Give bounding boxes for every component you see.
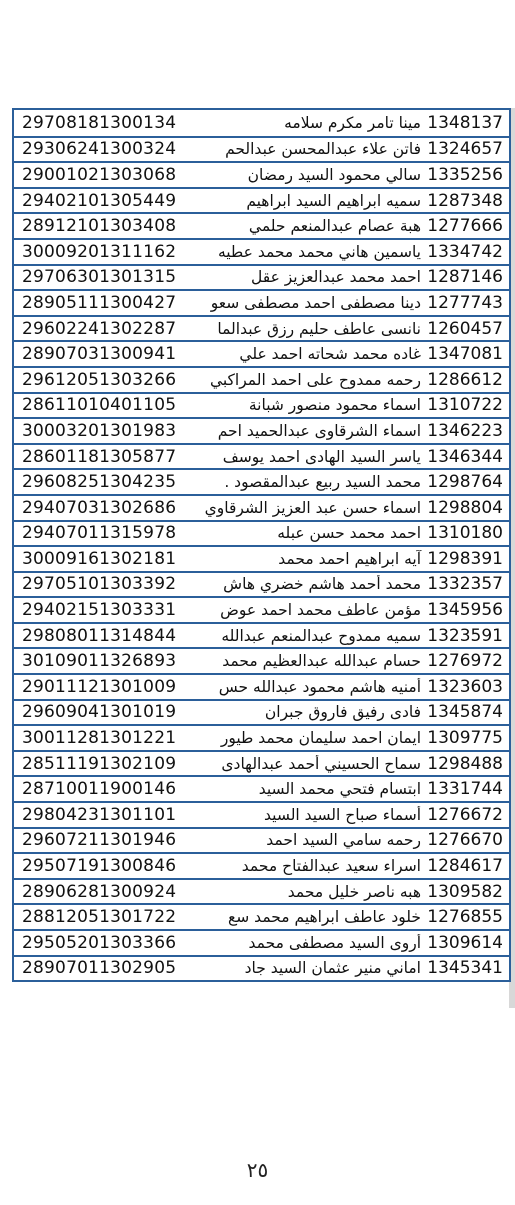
table-row — [14, 852, 509, 878]
table-row — [14, 315, 509, 341]
name-cell: اسراء سعيد عبدالفتاح محمد — [241, 857, 421, 876]
national-id-cell: 29602241302287 — [22, 318, 177, 339]
national-id-cell: 30109011326893 — [22, 651, 177, 672]
name-cell: رحمه ممدوح على احمد المراكبي — [209, 370, 421, 389]
code-cell: 1277743 — [427, 292, 503, 313]
table-row — [14, 903, 509, 929]
name-cell: احمد محمد حسن عبله — [277, 524, 421, 543]
name-cell: ياسمين هاني محمد محمد عطيه — [217, 242, 421, 261]
code-cell: 1298488 — [427, 753, 503, 774]
code-cell: 1276672 — [427, 804, 503, 825]
table-row — [14, 775, 509, 801]
code-cell: 1335256 — [427, 164, 503, 185]
national-id-cell: 29402101305449 — [22, 190, 177, 211]
national-id-cell: 29011121301009 — [22, 676, 177, 697]
national-id-cell: 30009201311162 — [22, 241, 177, 262]
national-id-cell: 29407011315978 — [22, 523, 177, 544]
table-row — [14, 545, 509, 571]
code-cell: 1332357 — [427, 574, 503, 595]
table-row — [14, 212, 509, 238]
name-cell: هبه ناصر خليل محمد — [287, 882, 421, 901]
name-cell: اسماء الشرقاوى عبدالحميد احم — [217, 421, 421, 440]
name-cell: حسام عبدالله عبدالعظيم محمد — [222, 652, 421, 671]
name-cell: أمنيه هاشم محمود عبدالله حس — [218, 677, 421, 696]
code-cell: 1286612 — [427, 369, 503, 390]
code-cell: 1276855 — [427, 907, 503, 928]
table-row — [14, 724, 509, 750]
name-cell: سميه ابراهيم السيد ابراهيم — [246, 191, 421, 210]
national-id-cell: 28907011302905 — [22, 958, 177, 979]
code-cell: 1346344 — [427, 446, 503, 467]
code-cell: 1309582 — [427, 881, 503, 902]
name-cell: غاده محمد شحاته احمد علي — [239, 345, 421, 364]
code-cell: 1310180 — [427, 523, 503, 544]
name-cell: سماح الحسيني أحمد عبدالهادى — [221, 754, 421, 773]
table-row — [14, 366, 509, 392]
code-cell: 1284617 — [427, 856, 503, 877]
code-cell: 1323591 — [427, 625, 503, 646]
name-cell: نانسى عاطف حليم رزق عبدالما — [217, 319, 421, 338]
name-cell: سميه ممدوح عبدالمنعم عبدالله — [221, 626, 421, 645]
name-cell: خلود عاطف ابراهيم محمد سع — [228, 908, 421, 927]
table-row — [14, 187, 509, 213]
national-id-cell: 30011281301221 — [22, 728, 177, 749]
table-row — [14, 801, 509, 827]
table-row — [14, 340, 509, 366]
table-row — [14, 596, 509, 622]
name-cell: محمد السيد ربيع عبدالمقصود . — [224, 473, 421, 492]
national-id-cell: 29507191300846 — [22, 856, 177, 877]
name-cell: فاتن علاء عبدالمحسن عبدالحم — [225, 140, 421, 159]
national-id-cell: 29306241300324 — [22, 139, 177, 160]
national-id-cell: 28912101303408 — [22, 216, 177, 237]
code-cell: 1298764 — [427, 472, 503, 493]
table-row — [14, 929, 509, 955]
national-id-cell: 29505201303366 — [22, 932, 177, 953]
table-row — [14, 443, 509, 469]
records-table — [12, 108, 511, 982]
national-id-cell: 29609041301019 — [22, 702, 177, 723]
code-cell: 1347081 — [427, 344, 503, 365]
name-cell: دينا مصطفى احمد مصطفى سعو — [210, 293, 421, 312]
code-cell: 1345874 — [427, 702, 503, 723]
table-row — [14, 622, 509, 648]
name-cell: مؤمن عاطف محمد احمد عوض — [220, 601, 421, 620]
table-row — [14, 520, 509, 546]
national-id-cell: 28905111300427 — [22, 292, 177, 313]
national-id-cell: 29402151303331 — [22, 600, 177, 621]
table-row — [14, 647, 509, 673]
code-cell: 1346223 — [427, 420, 503, 441]
code-cell: 1310722 — [427, 395, 503, 416]
national-id-cell: 29407031302686 — [22, 497, 177, 518]
table-row — [14, 750, 509, 776]
national-id-cell: 28601181305877 — [22, 446, 177, 467]
table-row — [14, 161, 509, 187]
code-cell: 1348137 — [427, 112, 503, 133]
name-cell: احمد محمد عبدالعزيز عقل — [251, 268, 421, 287]
name-cell: ياسر السيد الهادى احمد يوسف — [222, 447, 421, 466]
table-row — [14, 571, 509, 597]
national-id-cell: 29607211301946 — [22, 830, 177, 851]
code-cell: 1323603 — [427, 676, 503, 697]
name-cell: أسماء صباح السيد السيد — [264, 805, 421, 824]
code-cell: 1276972 — [427, 651, 503, 672]
table-body — [12, 108, 511, 982]
code-cell: 1287146 — [427, 267, 503, 288]
national-id-cell: 28511191302109 — [22, 753, 177, 774]
table-row — [14, 827, 509, 853]
national-id-cell: 29001021303068 — [22, 164, 177, 185]
code-cell: 1334742 — [427, 241, 503, 262]
national-id-cell: 29706301301315 — [22, 267, 177, 288]
name-cell: اماني منير عثمان السيد جاد — [244, 959, 421, 978]
table-row — [14, 955, 509, 981]
code-cell: 1331744 — [427, 779, 503, 800]
code-cell: 1298804 — [427, 497, 503, 518]
name-cell: اسماء محمود منصور شبانة — [248, 396, 421, 415]
national-id-cell: 29804231301101 — [22, 804, 177, 825]
table-row — [14, 238, 509, 264]
national-id-cell: 28907031300941 — [22, 344, 177, 365]
code-cell: 1260457 — [427, 318, 503, 339]
national-id-cell: 29808011314844 — [22, 625, 177, 646]
code-cell: 1287348 — [427, 190, 503, 211]
name-cell: اسماء حسن عبد العزيز الشرقاوي — [204, 498, 421, 517]
name-cell: أروى السيد مصطفى محمد — [248, 933, 421, 952]
national-id-cell: 29612051303266 — [22, 369, 177, 390]
national-id-cell: 28611010401105 — [22, 395, 177, 416]
table-row — [14, 110, 509, 136]
code-cell: 1345956 — [427, 600, 503, 621]
national-id-cell: 29608251304235 — [22, 472, 177, 493]
page-number: ٢٥ — [246, 1158, 269, 1182]
national-id-cell: 30009161302181 — [22, 548, 177, 569]
national-id-cell: 29705101303392 — [22, 574, 177, 595]
name-cell: آيه ابراهيم احمد محمد — [278, 549, 421, 568]
code-cell: 1324657 — [427, 139, 503, 160]
name-cell: مينا تامر مكرم سلامه — [284, 113, 421, 132]
national-id-cell: 29708181300134 — [22, 112, 177, 133]
national-id-cell: 28710011900146 — [22, 779, 177, 800]
name-cell: ابتسام فتحي محمد السيد — [258, 780, 421, 799]
code-cell: 1345341 — [427, 958, 503, 979]
table-row — [14, 468, 509, 494]
table-row — [14, 136, 509, 162]
national-id-cell: 28812051301722 — [22, 907, 177, 928]
name-cell: سالي محمود السيد رمضان — [247, 165, 421, 184]
table-row — [14, 264, 509, 290]
name-cell: هبة عصام عبدالمنعم حلمي — [248, 217, 421, 236]
code-cell: 1277666 — [427, 216, 503, 237]
table-row — [14, 673, 509, 699]
name-cell: ايمان احمد سليمان محمد طيور — [220, 729, 421, 748]
code-cell: 1309614 — [427, 932, 503, 953]
code-cell: 1276670 — [427, 830, 503, 851]
name-cell: رحمه سامي السيد احمد — [266, 831, 421, 850]
table-row — [14, 289, 509, 315]
table-row — [14, 417, 509, 443]
code-cell: 1298391 — [427, 548, 503, 569]
name-cell: محمد أحمد هاشم خضري هاش — [223, 575, 421, 594]
name-cell: فادى رفيق فاروق جبران — [264, 703, 421, 722]
table-row — [14, 878, 509, 904]
table-row — [14, 699, 509, 725]
code-cell: 1309775 — [427, 728, 503, 749]
national-id-cell: 30003201301983 — [22, 420, 177, 441]
table-row — [14, 494, 509, 520]
table-row — [14, 392, 509, 418]
national-id-cell: 28906281300924 — [22, 881, 177, 902]
